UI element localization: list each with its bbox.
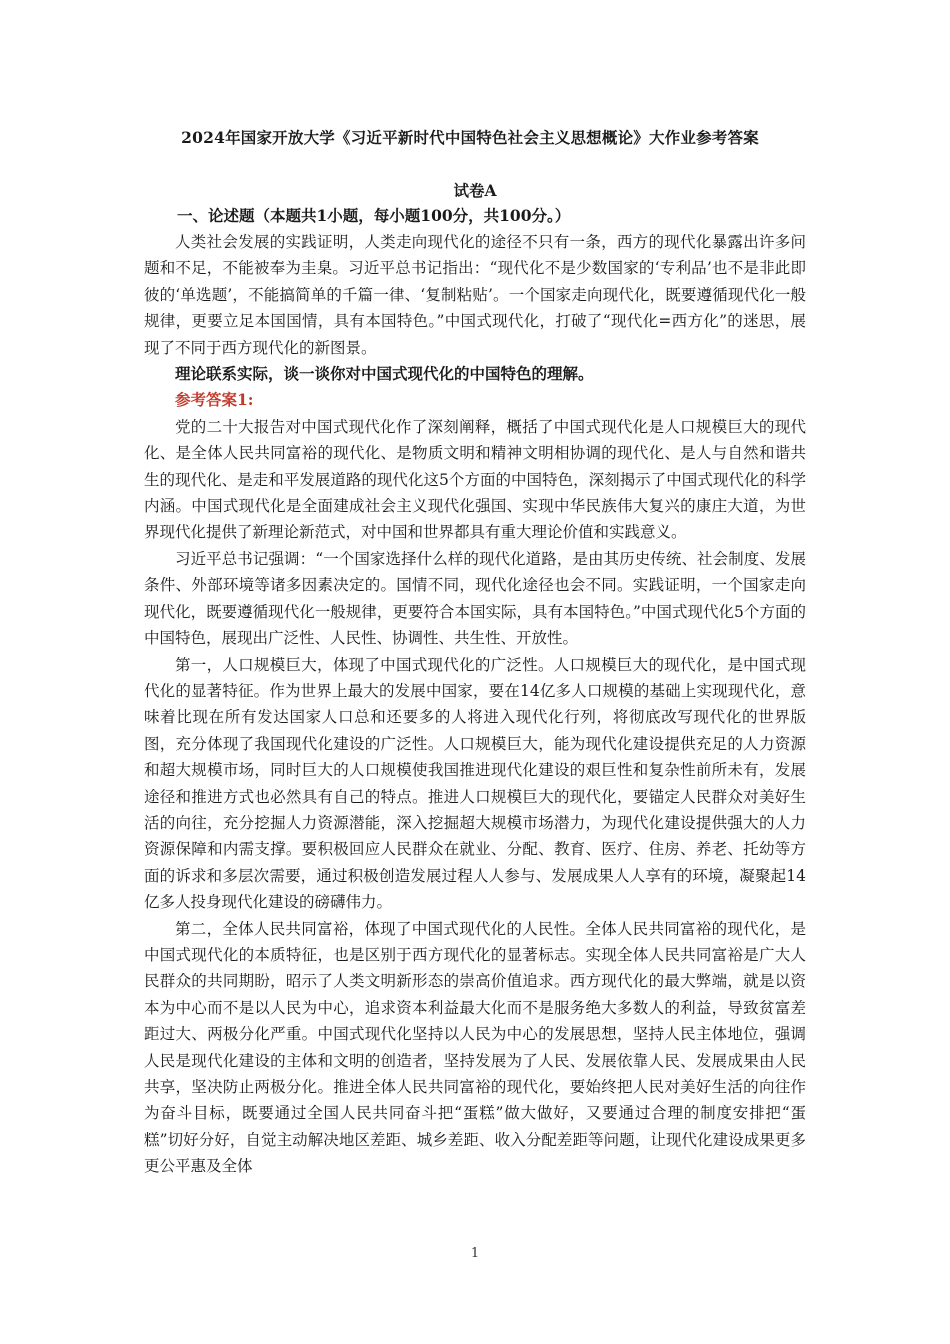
answer-paragraph: 第一，人口规模巨大，体现了中国式现代化的广泛性。人口规模巨大的现代化，是中国式现代化的显著特征。作为世界上最大的发展中国家，要在14亿多人口规模的基础上实现现代化，意味着比现在所有发达国家人口总和还要多的人将进入现代化行列，将彻底改写现代化的世界版图，充分体现了我国现代化建设的广泛性。人口规模巨大，能为现代化建设提供充足的人力资源和超大规模市场，同时巨大的人口规模使我国推进现代化建设的艰巨性和复杂性前所未有，发展途径和推进方式也必然具有自己的特点。推进人口规模巨大的现代化，要锚定人民群众对美好生活的向往，充分挖掘人力资源潜能，深入挖掘超大规模市场潜力，为现代化建设提供强大的人力资源保障和内需支撑。要积极回应人民群众在就业、分配、教育、医疗、住房、养老、托幼等方面的诉求和多层次需要，通过积极创造发展过程人人参与、发展成果人人享有的环境，凝聚起14亿多人投身现代化建设的磅礴伟力。 (144, 655, 806, 912)
document-title: 2024年国家开放大学《习近平新时代中国特色社会主义思想概论》大作业参考答案 (181, 128, 759, 147)
page-number: 1 (470, 1246, 480, 1261)
essay-question: 理论联系实际，谈一谈你对中国式现代化的中国特色的理解。 (175, 364, 594, 384)
answer-paragraph: 习近平总书记强调：“一个国家选择什么样的现代化道路，是由其历史传统、社会制度、发展条件、外部环境等诸多因素决定的。国情不同，现代化途径也会不同。实践证明，一个国家走向现代化，既要遵循现代化一般规律，更要符合本国实际，具有本国特色。”中国式现代化5个方面的中国特色，展现出广泛性、人民性、协调性、共生性、开放性。 (144, 549, 806, 648)
intro-paragraph: 人类社会发展的实践证明，人类走向现代化的途径不只有一条，西方的现代化暴露出许多问题和不足，不能被奉为圭臬。习近平总书记指出：“现代化不是少数国家的‘专利品’也不是非此即彼的‘单选题’，不能搞简单的千篇一律、‘复制粘贴’。一个国家走向现代化，既要遵循现代化一般规律，更要立足本国国情，具有本国特色。”中国式现代化，打破了“现代化=西方化”的迷思，展现了不同于西方现代化的新图景。 (144, 233, 806, 357)
document-body (144, 126, 806, 1180)
answer-paragraph: 党的二十大报告对中国式现代化作了深刻阐释，概括了中国式现代化是人口规模巨大的现代化、是全体人民共同富裕的现代化、是物质文明和精神文明相协调的现代化、是人与自然和谐共生的现代化、是走和平发展道路的现代化这5个方面的中国特色，深刻揭示了中国式现代化的科学内涵。中国式现代化是全面建成社会主义现代化强国、实现中华民族伟大复兴的康庄大道，为世界现代化提供了新理论新范式，对中国和世界都具有重大理论价值和实践意义。 (144, 417, 806, 542)
answer-label: 参考答案1: (175, 390, 254, 410)
paper-label: 试卷A (453, 181, 497, 200)
answer-paragraph: 第二，全体人民共同富裕，体现了中国式现代化的人民性。全体人民共同富裕的现代化，是中国式现代化的本质特征，也是区别于西方现代化的显著标志。实现全体人民共同富裕是广大人民群众的共同期盼，昭示了人类文明新形态的崇高价值追求。西方现代化的最大弊端，就是以资本为中心而不是以人民为中心，追求资本利益最大化而不是服务绝大多数人的利益，导致贫富差距过大、两极分化严重。中国式现代化坚持以人民为中心的发展思想，坚持人民主体地位，强调人民是现代化建设的主体和文明的创造者，坚持发展为了人民、发展依靠人民、发展成果由人民共享，坚决防止两极分化。推进全体人民共同富裕的现代化，要始终把人民对美好生活的向往作为奋斗目标，既要通过全国人民共同奋斗把“蛋糕”做大做好，又要通过合理的制度安排把“蛋糕”切好分好，自觉主动解决地区差距、城乡差距、收入分配差距等问题，让现代化建设成果更多更公平惠及全体 (144, 919, 806, 1176)
section-heading: 一、论述题（本题共1小题，每小题100分，共100分。） (177, 206, 571, 225)
